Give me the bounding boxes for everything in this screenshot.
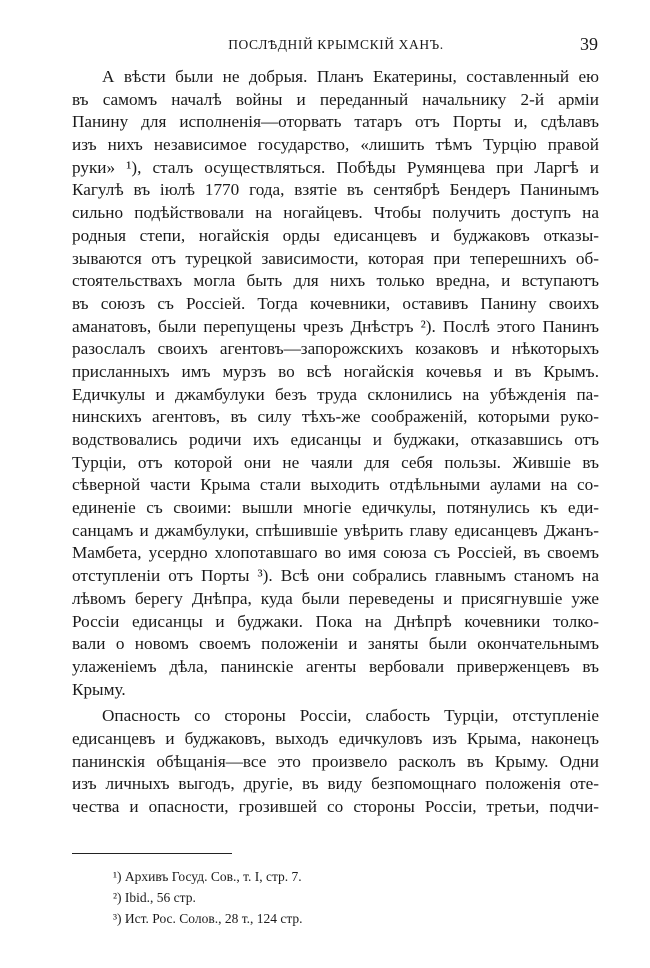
text-line: санцамъ и джамбулуки, спѣшившіе увѣрить главу едисанцевъ Джанъ- <box>72 520 599 540</box>
text-line: А вѣсти были не добрыя. Планъ Екатерины, составленный ею <box>102 67 599 86</box>
text-line: зываются отъ турецкой зависимости, которая при теперешнихъ об- <box>72 248 599 268</box>
text-line: разослалъ своихъ агентовъ—запорожскихъ козаковъ и нѣкоторыхъ <box>72 339 599 359</box>
footnote-2: ²) Ibid., 56 стр. <box>113 890 196 905</box>
text-line: въ союзъ съ Россіей. Тогда кочевники, оставивъ Панину своихъ <box>72 293 599 313</box>
text-line: лѣвомъ берегу Днѣпра, куда были переведены и присягнувшіе уже <box>72 588 599 608</box>
body-text <box>72 66 599 819</box>
footnotes <box>113 866 303 929</box>
text-line: Турціи, отъ которой они не чаяли для себя пользы. Жившіе въ <box>72 452 599 472</box>
text-line: Едичкулы и джамбулуки безъ труда склонились на убѣжденія па- <box>72 384 599 404</box>
text-line: Панину для исполненія—оторвать татаръ отъ Порты и, сдѣлавъ <box>72 112 599 132</box>
text-line: стоятельствахъ могла быть для нихъ только вредна, и вступаютъ <box>72 271 599 291</box>
text-line: аманатовъ, были перепущены чрезъ Днѣстръ ²). Послѣ этого Панинъ <box>72 316 599 336</box>
text-line: сѣверной части Крыма стали выходить отдѣльными аулами на со- <box>72 475 599 495</box>
text-line: Крыму. <box>72 679 126 699</box>
footnote-3: ³) Ист. Рос. Солов., 28 т., 124 стр. <box>113 911 303 926</box>
text-line: Опасность со стороны Россіи, слабость Турціи, отступленіе <box>102 706 599 726</box>
text-line: вали о новомъ своемъ положеніи и заняты были окончательнымъ <box>72 634 599 654</box>
text-line: Кагулѣ въ іюлѣ 1770 года, взятіе въ сентябрѣ Бендеръ Панинымъ <box>72 180 599 200</box>
text-line: водствовались родичи ихъ едисанцы и буджаки, отказавшись отъ <box>72 430 599 449</box>
page-number: 39 <box>580 34 598 54</box>
text-line: чества и опасности, грозившей со стороны Россіи, третьи, подчи- <box>72 797 599 816</box>
text-line: едисанцевъ и буджаковъ, выходъ едичкуловъ изъ Крыма, наконецъ <box>72 728 599 748</box>
text-line: единеніе съ своими: вышли многіе едичкулы, потянулись къ еди- <box>72 498 599 518</box>
text-line: сильно подѣйствовали на ногайцевъ. Чтобы получить доступъ на <box>72 203 599 223</box>
text-line: руки» ¹), сталъ осуществляться. Побѣды Румянцева при Ларгѣ и <box>72 157 599 177</box>
footnote-1: ¹) Архивъ Госуд. Сов., т. I, стр. 7. <box>113 869 302 884</box>
text-line: панинскія обѣщанія—все это произвело расколъ въ Крыму. Одни <box>72 751 599 771</box>
text-line: въ самомъ началѣ войны и переданный начальнику 2-й арміи <box>72 89 599 109</box>
text-line: улаженіемъ дѣла, панинскіе агенты вербовали приверженцевъ въ <box>72 656 599 676</box>
text-line: Мамбета, усердно хлопотавшаго во имя союза съ Россіей, въ своемъ <box>72 543 599 563</box>
text-line: нинскихъ агентовъ, въ силу тѣхъ-же соображеній, которыми руко- <box>72 407 599 427</box>
paragraph-1 <box>72 66 599 701</box>
running-title: ПОСЛѢДНІЙ КРЫМСКІЙ ХАНЪ. <box>228 37 444 52</box>
text-line: отступленіи отъ Порты ³). Всѣ они собрались главнымъ станомъ на <box>72 566 599 586</box>
text-line: родныя степи, ногайскія орды едисанцевъ и буджаковъ отказы- <box>72 225 599 245</box>
footnote-divider <box>72 853 232 854</box>
text-line: присланныхъ имъ мурзъ во всѣ ногайскія кочевья и въ Крымъ. <box>72 361 599 381</box>
text-line: Россіи едисанцы и буджаки. Пока на Днѣпрѣ кочевники толко- <box>72 611 599 631</box>
text-line: изъ нихъ независимое государство, «лишить тѣмъ Турцію правой <box>72 135 599 155</box>
paragraph-2 <box>72 705 599 818</box>
page-header <box>72 34 600 56</box>
text-line: изъ личныхъ выгодъ, другіе, въ виду безпомощнаго положенія оте- <box>72 774 599 794</box>
